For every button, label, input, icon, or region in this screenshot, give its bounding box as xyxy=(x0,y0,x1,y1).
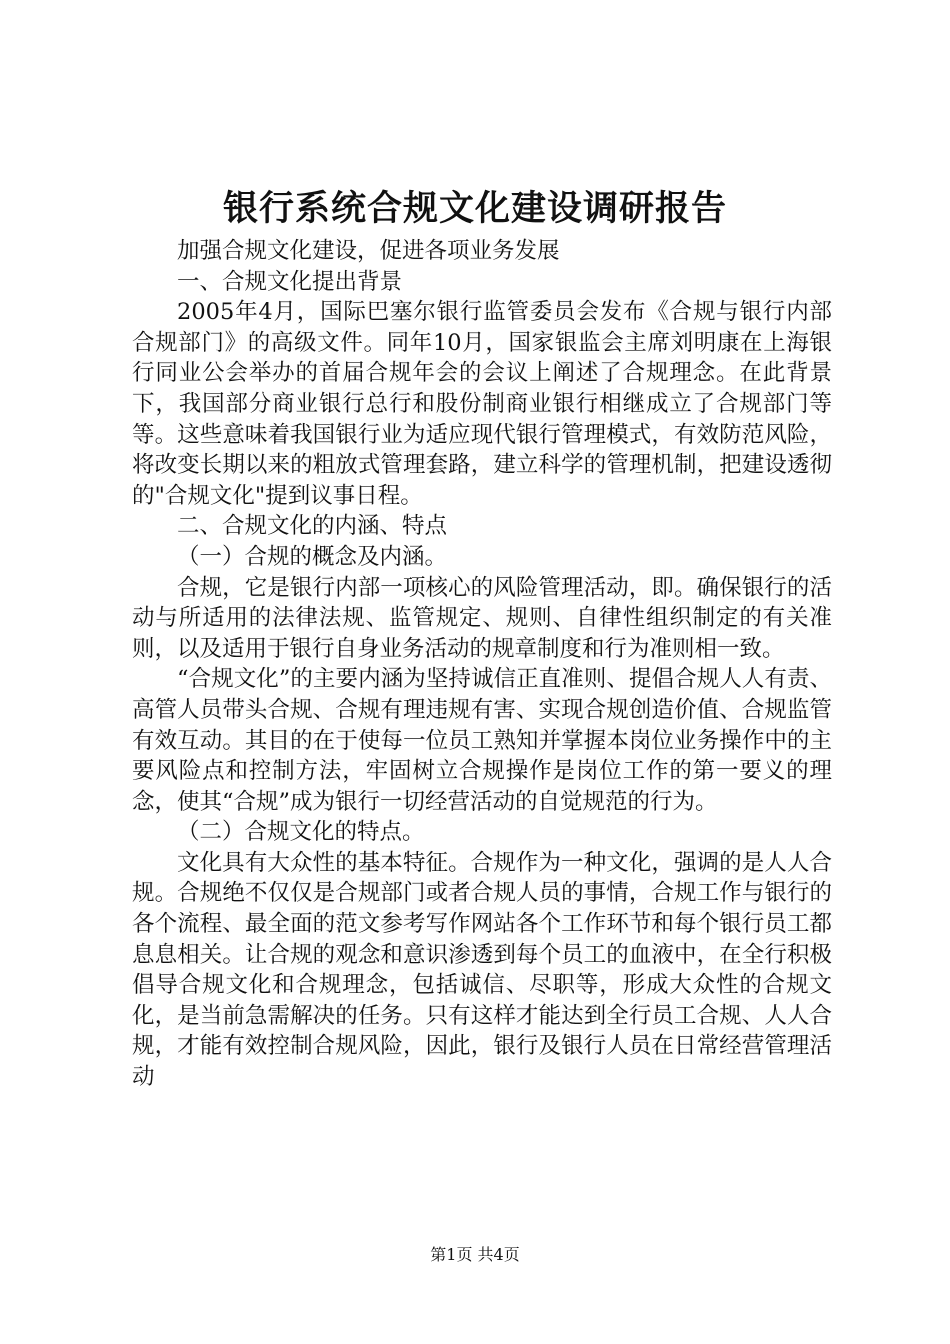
paragraph-subtitle: 加强合规文化建设，促进各项业务发展 xyxy=(177,238,560,264)
document-title: 银行系统合规文化建设调研报告 xyxy=(222,188,727,229)
paragraph-concept: 合规，它是银行内部一项核心的风险管理活动，即。确保银行的活动与所适用的法律法规、监管规定、规则、自律性组织制定的有关准则，以及适用于银行自身业务活动的规章制度和行为准则相一致。 xyxy=(132,574,832,662)
paragraph-background: 2005年4月，国际巴塞尔银行监管委员会发布《合规与银行内部合规部门》的高级文件。同年10月，国家银监会主席刘明康在上海银行同业公会举办的首届合规年会的会议上阐述了合规理念。在此背景下，我国部分商业银行总行和股份制商业银行相继成立了合规部门等等。这些意味着我国银行业为适应现代银行管理模式，有效防范风险，将改变长期以来的粗放式管理套路，建立科学的管理机制，把建设透彻的"合规文化"提到议事日程。 xyxy=(132,299,832,509)
paragraph-features: 文化具有大众性的基本特征。合规作为一种文化，强调的是人人合规。合规绝不仅仅是合规部门或者合规人员的事情，合规工作与银行的各个流程、最全面的范文参考写作网站各个工作环节和每个银行员工都息息相关。让合规的观念和意识渗透到每个员工的血液中，在全行积极倡导合规文化和合规理念，包括诚信、尽职等，形成大众性的合规文化，是当前急需解决的任务。只有这样才能达到全行员工合规、人人合规，才能有效控制合规风险，因此，银行及银行人员在日常经营管理活动 xyxy=(132,849,832,1091)
document-body xyxy=(132,236,832,1093)
heading-subsection-2: （二）合规文化的特点。 xyxy=(177,819,425,846)
heading-section-2: 二、合规文化的内涵、特点 xyxy=(177,513,448,540)
heading-subsection-1: （一）合规的概念及内涵。 xyxy=(177,543,448,570)
paragraph-connotation: “合规文化”的主要内涵为坚持诚信正直准则、提倡合规人人有责、高管人员带头合规、合规有理违规有害、实现合规创造价值、合规监管有效互动。其目的在于使每一位员工熟知并掌握本岗位业务操作中的主要风险点和控制方法，牢固树立合规操作是岗位工作的第一要义的理念，使其“合规”成为银行一切经营活动的自觉规范的行为。 xyxy=(132,666,832,815)
page-number: 第1页 共4页 xyxy=(430,1245,520,1264)
heading-section-1: 一、合规文化提出背景 xyxy=(177,268,403,295)
